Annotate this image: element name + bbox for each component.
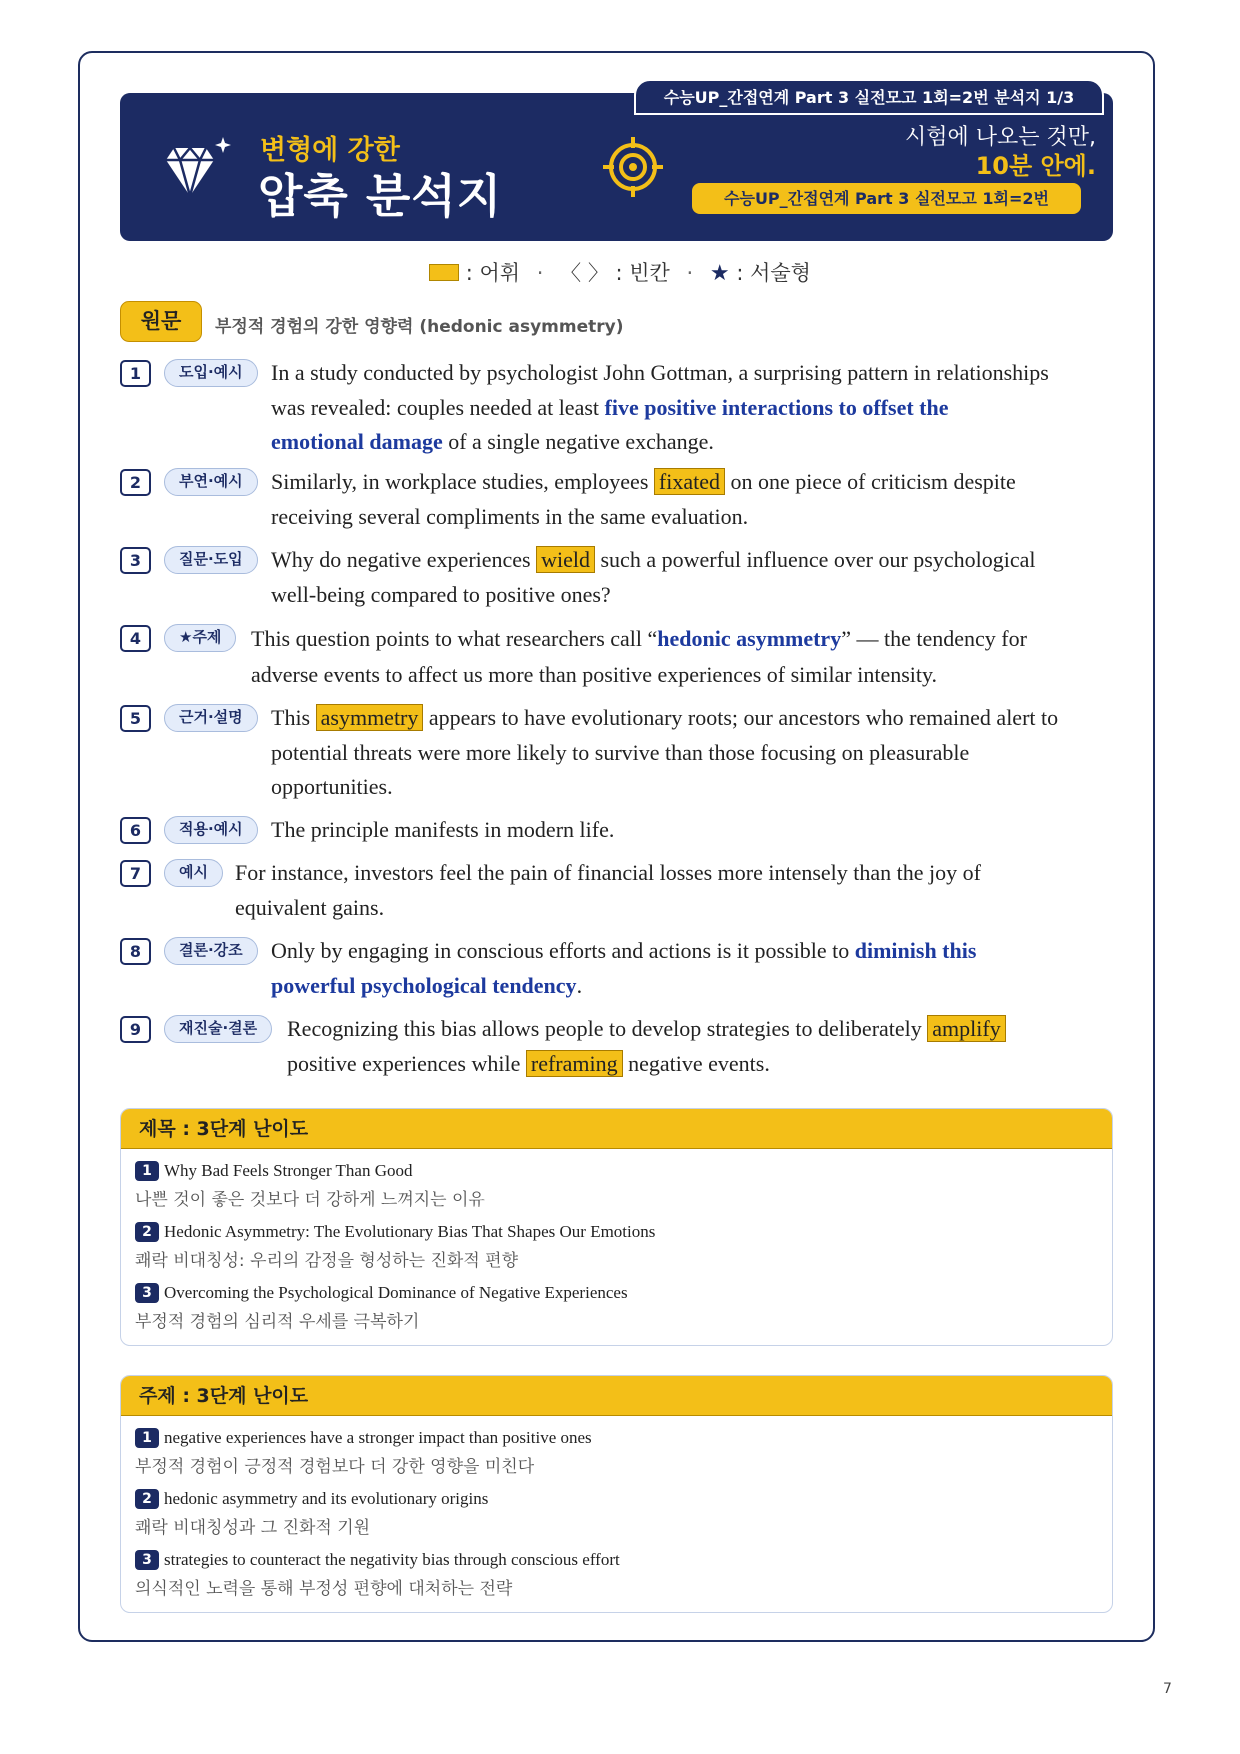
text-run: opportunities. [271,774,393,799]
sentence-text [271,356,1049,460]
text-run: Similarly, in workplace studies, employees [271,469,654,494]
sentence-tag: 예시 [164,859,223,887]
text-run: receiving several compliments in the same evaluation. [271,503,749,529]
sentence-number: 8 [120,938,151,965]
sentence-tag: ★주제 [164,624,236,652]
sentence-tag: 질문·도입 [164,546,258,574]
sentence-text [271,543,1035,612]
sentence-tag: 근거·설명 [164,704,258,732]
title-item-3 [135,1283,628,1332]
item-number: 3 [135,1283,159,1303]
sentence-number: 3 [120,547,151,574]
item-korean: 의식적인 노력을 통해 부정성 편향에 대처하는 전략 [135,1579,513,1599]
vocab-swatch [429,264,459,281]
text-run: Why do negative experiences [271,547,537,572]
text-run: The principle manifests in modern life. [271,817,615,842]
text-run: This [271,705,316,730]
legend-dot: · [536,261,544,285]
text-run: In a study conducted by psychologist John Gottman, a surprising pattern in relationships [271,360,1049,385]
vocab-highlight: amplify [927,1015,1005,1042]
key-phrase: five positive interactions to offset the [604,394,949,420]
item-english: Hedonic Asymmetry: The Evolutionary Bias That Shapes Our Emotions [164,1222,656,1241]
sentence-tag: 부연·예시 [164,468,258,496]
legend-essay: : 서술형 [736,261,811,285]
key-phrase: diminish this [854,938,977,963]
target-icon [602,136,664,198]
sentence-tag: 도입·예시 [164,359,258,387]
text-run: For instance, investors feel the pain of financial losses more intensely than the joy of [235,860,981,885]
sentence-text [271,934,976,1003]
sentence-number: 6 [120,817,151,844]
item-korean: 부정적 경험의 심리적 우세를 극복하기 [135,1312,420,1332]
legend-blank-symbol: 〈 〉 [560,261,609,285]
text-run: negative events. [622,1050,770,1076]
title-box [120,1108,1113,1346]
sentence-number: 9 [120,1016,151,1043]
item-korean: 쾌락 비대칭성과 그 진화적 기원 [135,1518,371,1538]
item-korean: 부정적 경험이 긍정적 경험보다 더 강한 영향을 미친다 [135,1457,535,1477]
sentence-tag: 결론·강조 [164,937,258,965]
theme-box [120,1375,1113,1613]
sentence-text [271,701,1058,805]
original-badge: 원문 [120,301,202,342]
text-run: potential threats were more likely to survive than those focusing on pleasurable [271,739,970,765]
legend-vocab: : 어휘 [465,261,521,285]
legend [0,257,1240,287]
item-english: strategies to counteract the negativity bias through conscious effort [164,1550,620,1569]
page-number: 7 [1163,1681,1172,1697]
sentence-number: 2 [120,469,151,496]
item-korean: 나쁜 것이 좋은 것보다 더 강하게 느껴지는 이유 [135,1190,485,1210]
text-run: such a powerful influence over our psychological [595,547,1036,572]
text-run: of a single negative exchange. [442,429,714,454]
source-pill: 수능UP_간접연계 Part 3 실전모고 1회=2번 [692,183,1081,214]
diamond-icon [166,134,232,200]
sentence-number: 5 [120,705,151,732]
slogan-line2: 10분 안에. [975,152,1096,180]
text-run: adverse events to affect us more than positive experiences of similar intensity. [251,662,938,687]
item-english: Why Bad Feels Stronger Than Good [164,1161,413,1180]
text-run: This question points to what researchers call “ [251,626,658,651]
sentence-tag: 적용·예시 [164,816,258,844]
vocab-highlight: fixated [654,468,725,495]
theme-item-1 [135,1428,592,1477]
text-run: equivalent gains. [235,894,385,920]
header-tab-label: 수능UP_간접연계 Part 3 실전모고 1회=2번 분석지 1/3 [634,79,1104,115]
title-small: 변형에 강한 [260,135,400,166]
vocab-highlight: asymmetry [316,704,424,731]
text-run: was revealed: couples needed at least [271,394,605,420]
sentence-number: 7 [120,860,151,887]
title-item-2 [135,1222,655,1271]
key-phrase: hedonic asymmetry [657,626,842,651]
item-number: 3 [135,1550,159,1570]
theme-item-2 [135,1489,488,1538]
legend-dot: · [686,261,694,285]
item-korean: 쾌락 비대칭성: 우리의 감정을 형성하는 진화적 편향 [135,1251,519,1271]
sentence-text [235,856,981,925]
text-run: well-being compared to positive ones? [271,581,611,607]
title-large: 압축 분석지 [258,169,503,223]
item-number: 2 [135,1222,159,1242]
sentence-text [251,621,1027,693]
item-english: Overcoming the Psychological Dominance of Negative Experiences [164,1283,628,1302]
vocab-highlight: wield [536,546,595,573]
slogan-line1: 시험에 나오는 것만, [905,125,1096,150]
original-title: 부정적 경험의 강한 영향력 (hedonic asymmetry) [215,317,624,337]
text-run: on one piece of criticism despite [724,469,1016,494]
key-phrase: emotional damage [271,429,443,454]
legend-blank: : 빈칸 [615,261,670,285]
theme-item-3 [135,1550,620,1599]
sentence-text [271,813,614,848]
text-run: ” — the tendency for [841,626,1027,651]
sentence-number: 1 [120,360,151,387]
sentence-text [287,1012,1006,1081]
star-icon: ★ [709,261,730,286]
key-phrase: powerful psychological tendency [271,972,577,998]
item-number: 1 [135,1161,159,1181]
item-english: negative experiences have a stronger impact than positive ones [164,1428,592,1447]
sentence-text [271,465,1016,534]
sentence-tag: 재진술·결론 [164,1015,272,1043]
title-box-heading: 제목 : 3단계 난이도 [121,1109,1112,1149]
text-run: Only by engaging in conscious efforts and actions is it possible to [271,938,855,963]
vocab-highlight: reframing [526,1050,623,1077]
title-item-1 [135,1161,485,1210]
text-run: positive experiences while [287,1050,526,1076]
text-run: Recognizing this bias allows people to develop strategies to deliberately [287,1016,928,1041]
sentence-number: 4 [120,625,151,652]
item-english: hedonic asymmetry and its evolutionary origins [164,1489,489,1508]
text-run: appears to have evolutionary roots; our ancestors who remained alert to [423,705,1059,730]
text-run: . [576,972,583,998]
theme-box-heading: 주제 : 3단계 난이도 [121,1376,1112,1416]
item-number: 2 [135,1489,159,1509]
item-number: 1 [135,1428,159,1448]
